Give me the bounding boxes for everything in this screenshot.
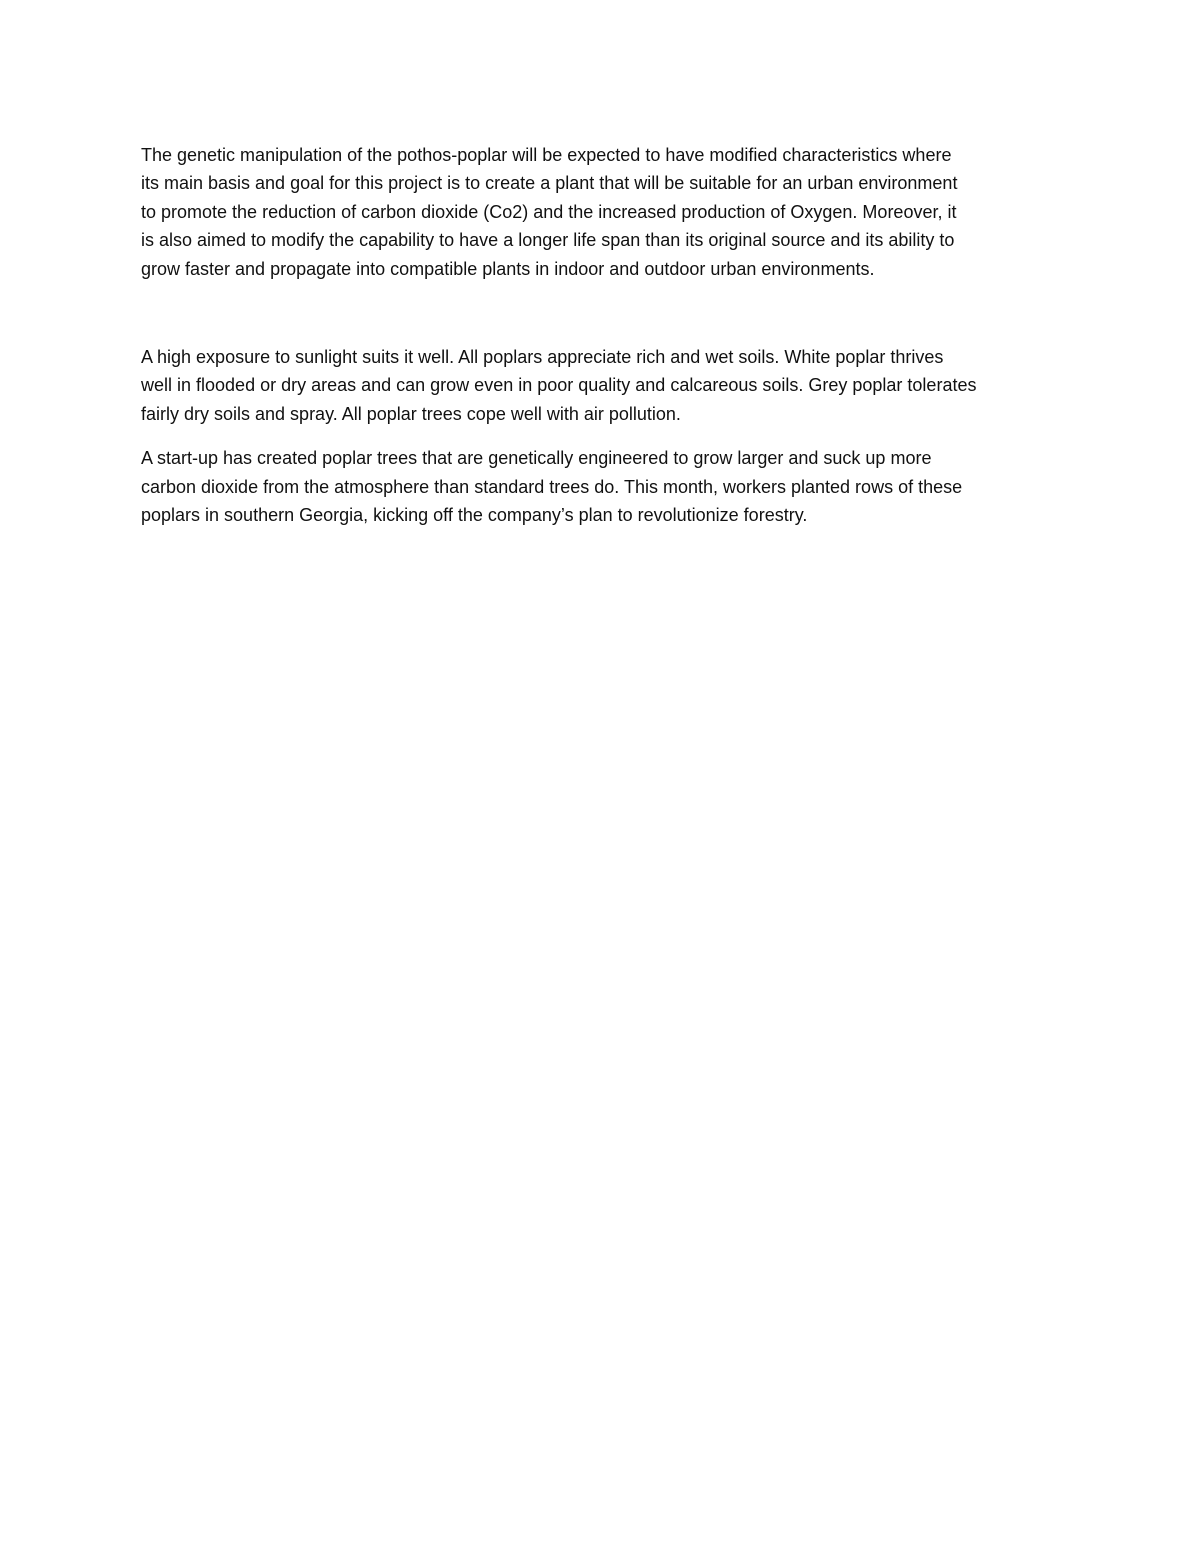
text-line: fairly dry soils and spray. All poplar trees cope well with air pollution. <box>141 403 681 424</box>
text-line: well in flooded or dry areas and can grow even in poor quality and calcareous soils. Grey poplar tolerates <box>141 375 977 396</box>
paragraph-startup-poplars <box>141 444 1061 529</box>
text-line: grow faster and propagate into compatible plants in indoor and outdoor urban environments. <box>141 258 875 279</box>
text-line: is also aimed to modify the capability to have a longer life span than its original source and its ability to <box>141 230 955 251</box>
document-body <box>141 141 1061 529</box>
paragraph-genetic-manipulation <box>141 141 1061 283</box>
text-line: its main basis and goal for this project is to create a plant that will be suitable for an urban environment <box>141 173 958 194</box>
paragraph-sunlight-soils <box>141 343 1061 428</box>
text-line: A start-up has created poplar trees that are genetically engineered to grow larger and suck up more <box>141 448 932 469</box>
text-line: poplars in southern Georgia, kicking off the company’s plan to revolutionize forestry. <box>141 505 808 526</box>
text-line: The genetic manipulation of the pothos-poplar will be expected to have modified characteristics where <box>141 145 952 165</box>
text-line: carbon dioxide from the atmosphere than standard trees do. This month, workers planted rows of these <box>141 476 963 497</box>
text-line: A high exposure to sunlight suits it well. All poplars appreciate rich and wet soils. White poplar thrives <box>141 347 944 368</box>
text-line: to promote the reduction of carbon dioxide (Co2) and the increased production of Oxygen. Moreover, it <box>141 201 957 222</box>
